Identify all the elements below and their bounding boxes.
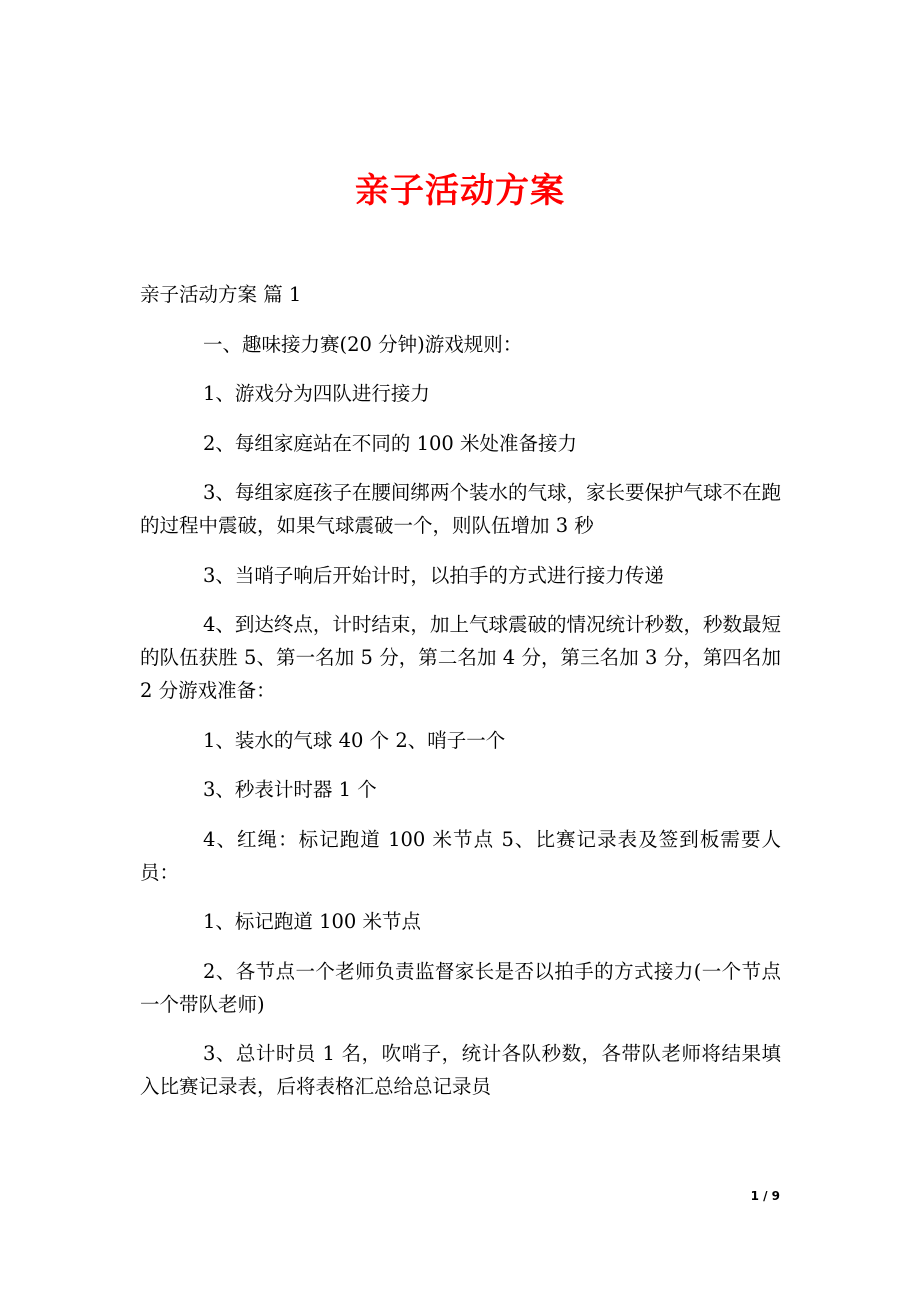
paragraph: 1、游戏分为四队进行接力 bbox=[203, 382, 430, 405]
paragraph: 2、每组家庭站在不同的 100 米处准备接力 bbox=[203, 431, 578, 455]
paragraph: 1、装水的气球 40 个 2、哨子一个 bbox=[203, 728, 506, 752]
section-heading: 亲子活动方案 篇 1 bbox=[140, 283, 302, 306]
paragraph: 3、当哨子响后开始计时，以拍手的方式进行接力传递 bbox=[203, 563, 664, 587]
paragraph: 3、每组家庭孩子在腰间绑两个装水的气球，家长要保护气球不在跑的过程中震破，如果气球震破一个，则队伍增加 3 秒 bbox=[140, 481, 781, 537]
paragraph: 3、总计时员 1 名，吹哨子，统计各队秒数，各带队老师将结果填入比赛记录表，后将表格汇总给总记录员 bbox=[140, 1042, 781, 1098]
paragraph: 3、秒表计时器 1 个 bbox=[203, 778, 377, 801]
paragraph: 2、各节点一个老师负责监督家长是否以拍手的方式接力(一个节点一个带队老师) bbox=[140, 959, 781, 1016]
document-body bbox=[140, 278, 781, 1120]
paragraph: 4、红绳：标记跑道 100 米节点 5、比赛记录表及签到板需要人员： bbox=[140, 827, 781, 884]
page-title: 亲子活动方案 bbox=[355, 170, 565, 211]
paragraph: 1、标记跑道 100 米节点 bbox=[203, 910, 422, 933]
paragraph: 4、到达终点，计时结束，加上气球震破的情况统计秒数，秒数最短的队伍获胜 5、第一名加 5 分，第二名加 4 分，第三名加 3 分，第四名加 2 分游戏准备： bbox=[140, 613, 781, 702]
page-number: 1 / 9 bbox=[750, 1189, 780, 1203]
paragraph: 一、趣味接力赛(20 分钟)游戏规则： bbox=[203, 332, 523, 356]
